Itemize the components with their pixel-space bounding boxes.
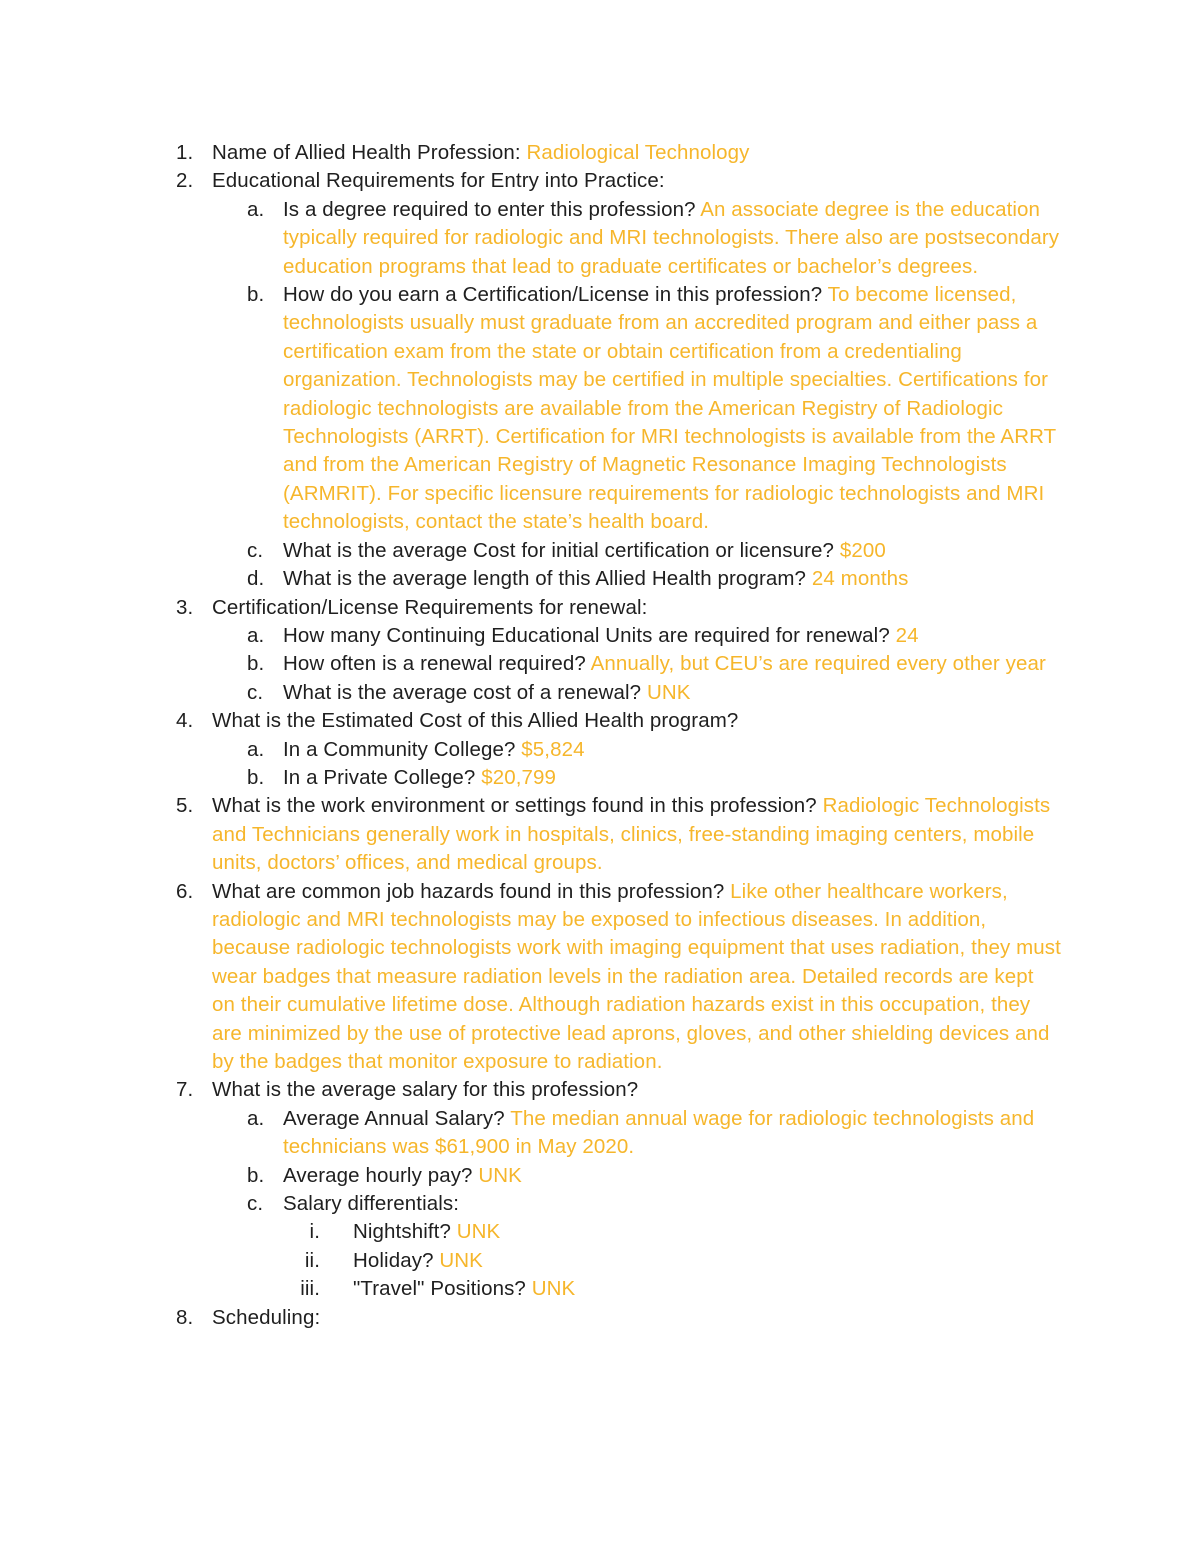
list-marker: iii. bbox=[300, 1277, 320, 1301]
list-item bbox=[0, 196, 1200, 281]
list-marker: 3. bbox=[176, 595, 194, 619]
question-text: How many Continuing Educational Units are required for renewal? bbox=[283, 623, 896, 647]
list-item bbox=[0, 1076, 1200, 1104]
list-item bbox=[0, 139, 1200, 167]
list-item bbox=[0, 565, 1200, 593]
list-item bbox=[0, 736, 1200, 764]
question-text: Name of Allied Health Profession: bbox=[212, 141, 527, 164]
question-text: Certification/License Requirements for renewal: bbox=[212, 595, 648, 619]
question-text: What is the average cost of a renewal? bbox=[283, 680, 647, 704]
list-marker: b. bbox=[247, 765, 265, 789]
list-item bbox=[0, 679, 1200, 707]
list-item bbox=[0, 1218, 1200, 1246]
answer-text: $20,799 bbox=[481, 765, 557, 789]
list-item bbox=[0, 281, 1200, 537]
list-marker: 1. bbox=[176, 141, 194, 164]
list-marker: 5. bbox=[176, 794, 194, 818]
question-text: Average hourly pay? bbox=[283, 1163, 479, 1187]
answer-text: 24 bbox=[895, 623, 919, 647]
list-marker: ii. bbox=[304, 1248, 320, 1272]
list-marker: 2. bbox=[176, 169, 194, 193]
question-text: "Travel" Positions? bbox=[353, 1277, 532, 1301]
list-item bbox=[0, 1105, 1200, 1162]
question-text: Salary differentials: bbox=[283, 1192, 460, 1216]
list-item bbox=[0, 1247, 1200, 1275]
list-item bbox=[0, 764, 1200, 792]
answer-text: Annually, but CEU’s are required every other year bbox=[590, 652, 1046, 676]
answer-text: UNK bbox=[456, 1220, 501, 1244]
list-item bbox=[0, 792, 1200, 877]
question-text: In a Community College? bbox=[283, 737, 522, 761]
list-item bbox=[0, 1275, 1200, 1303]
answer-text: 24 months bbox=[811, 567, 909, 591]
list-item bbox=[0, 707, 1200, 735]
list-item bbox=[0, 622, 1200, 650]
question-text: What is the work environment or settings found in this profession? bbox=[212, 794, 823, 818]
list-marker: b. bbox=[247, 652, 265, 676]
answer-text: $5,824 bbox=[521, 737, 585, 761]
answer-text: An associate degree is the education typically required for radiologic and MRI technologists. There also are postsecondary education programs that lead to graduate certificates or bachelor’s degrees. bbox=[283, 197, 1060, 278]
list-marker: a. bbox=[247, 737, 265, 761]
list-item bbox=[0, 878, 1200, 1077]
list-item bbox=[0, 537, 1200, 565]
list-marker: c. bbox=[247, 1192, 264, 1216]
list-marker: 4. bbox=[176, 709, 194, 733]
list-marker: 8. bbox=[176, 1305, 194, 1329]
question-text: Educational Requirements for Entry into Practice: bbox=[212, 169, 665, 193]
question-text: What is the average Cost for initial certification or licensure? bbox=[283, 538, 840, 562]
answer-text: UNK bbox=[646, 680, 691, 704]
question-text: What is the average length of this Allied Health program? bbox=[283, 567, 812, 591]
answer-text: UNK bbox=[478, 1163, 522, 1187]
list-item bbox=[0, 1190, 1200, 1218]
question-text: In a Private College? bbox=[283, 765, 482, 789]
question-text: What are common job hazards found in this profession? bbox=[212, 879, 731, 903]
answer-text: $200 bbox=[839, 538, 886, 562]
list-marker: b. bbox=[247, 283, 265, 307]
list-marker: i. bbox=[309, 1220, 320, 1244]
list-item bbox=[0, 594, 1200, 622]
list-marker: a. bbox=[247, 197, 265, 221]
answer-text: Like other healthcare workers, radiologic and MRI technologists may be exposed to infectious diseases. In addition, because radiologic technologists work with imaging equipment that uses radiation, they must wear badges that measure radiation levels in the radiation area. Detailed records are kept on their cumulative lifetime dose. Although radiation hazards exist in this occupation, they are minimized by the use of protective lead aprons, gloves, and other shielding devices and by the badges that monitor exposure to radiation. bbox=[212, 879, 1061, 1073]
list-marker: a. bbox=[247, 623, 265, 647]
question-text: Holiday? bbox=[353, 1248, 440, 1272]
list-marker: d. bbox=[247, 567, 265, 591]
question-text: Is a degree required to enter this profession? bbox=[283, 197, 701, 221]
question-list bbox=[0, 139, 1200, 1332]
question-text: What is the Estimated Cost of this Allied Health program? bbox=[212, 709, 739, 733]
answer-text: Radiologic Technologists and Technicians generally work in hospitals, clinics, free-standing imaging centers, mobile units, doctors’ offices, and medical groups. bbox=[212, 794, 1051, 875]
list-marker: c. bbox=[247, 680, 264, 704]
answer-text: UNK bbox=[531, 1277, 576, 1301]
answer-text: UNK bbox=[439, 1248, 483, 1272]
list-item bbox=[0, 1304, 1200, 1332]
question-text: Nightshift? bbox=[353, 1220, 457, 1244]
list-marker: 6. bbox=[176, 879, 194, 903]
list-item bbox=[0, 1162, 1200, 1190]
answer-text: To become licensed, technologists usually must graduate from an accredited program and either pass a certification exam from the state or obtain certification from a credentialing organization. Technologists may be certified in multiple specialties. Certifications for radiologic technologists are available from the American Registry of Radiologic Technologists (ARRT). Certification for MRI technologists is available from the ARRT and from the American Registry of Magnetic Resonance Imaging Technologists (ARMRIT). For specific licensure requirements for radiologic technologists and MRI technologists, contact the state’s health board. bbox=[283, 283, 1056, 534]
list-item bbox=[0, 167, 1200, 195]
answer-text: The median annual wage for radiologic technologists and technicians was $61,900 in May 2020. bbox=[283, 1106, 1035, 1159]
question-text: What is the average salary for this profession? bbox=[212, 1078, 639, 1102]
question-text: Scheduling: bbox=[212, 1305, 321, 1329]
answer-text: Radiological Technology bbox=[526, 141, 750, 164]
list-item bbox=[0, 650, 1200, 678]
question-text: Average Annual Salary? bbox=[283, 1106, 511, 1130]
list-marker: c. bbox=[247, 538, 264, 562]
list-marker: 7. bbox=[176, 1078, 194, 1102]
question-text: How often is a renewal required? bbox=[283, 652, 591, 676]
list-marker: b. bbox=[247, 1163, 265, 1187]
question-text: How do you earn a Certification/License in this profession? bbox=[283, 283, 828, 307]
list-marker: a. bbox=[247, 1106, 265, 1130]
